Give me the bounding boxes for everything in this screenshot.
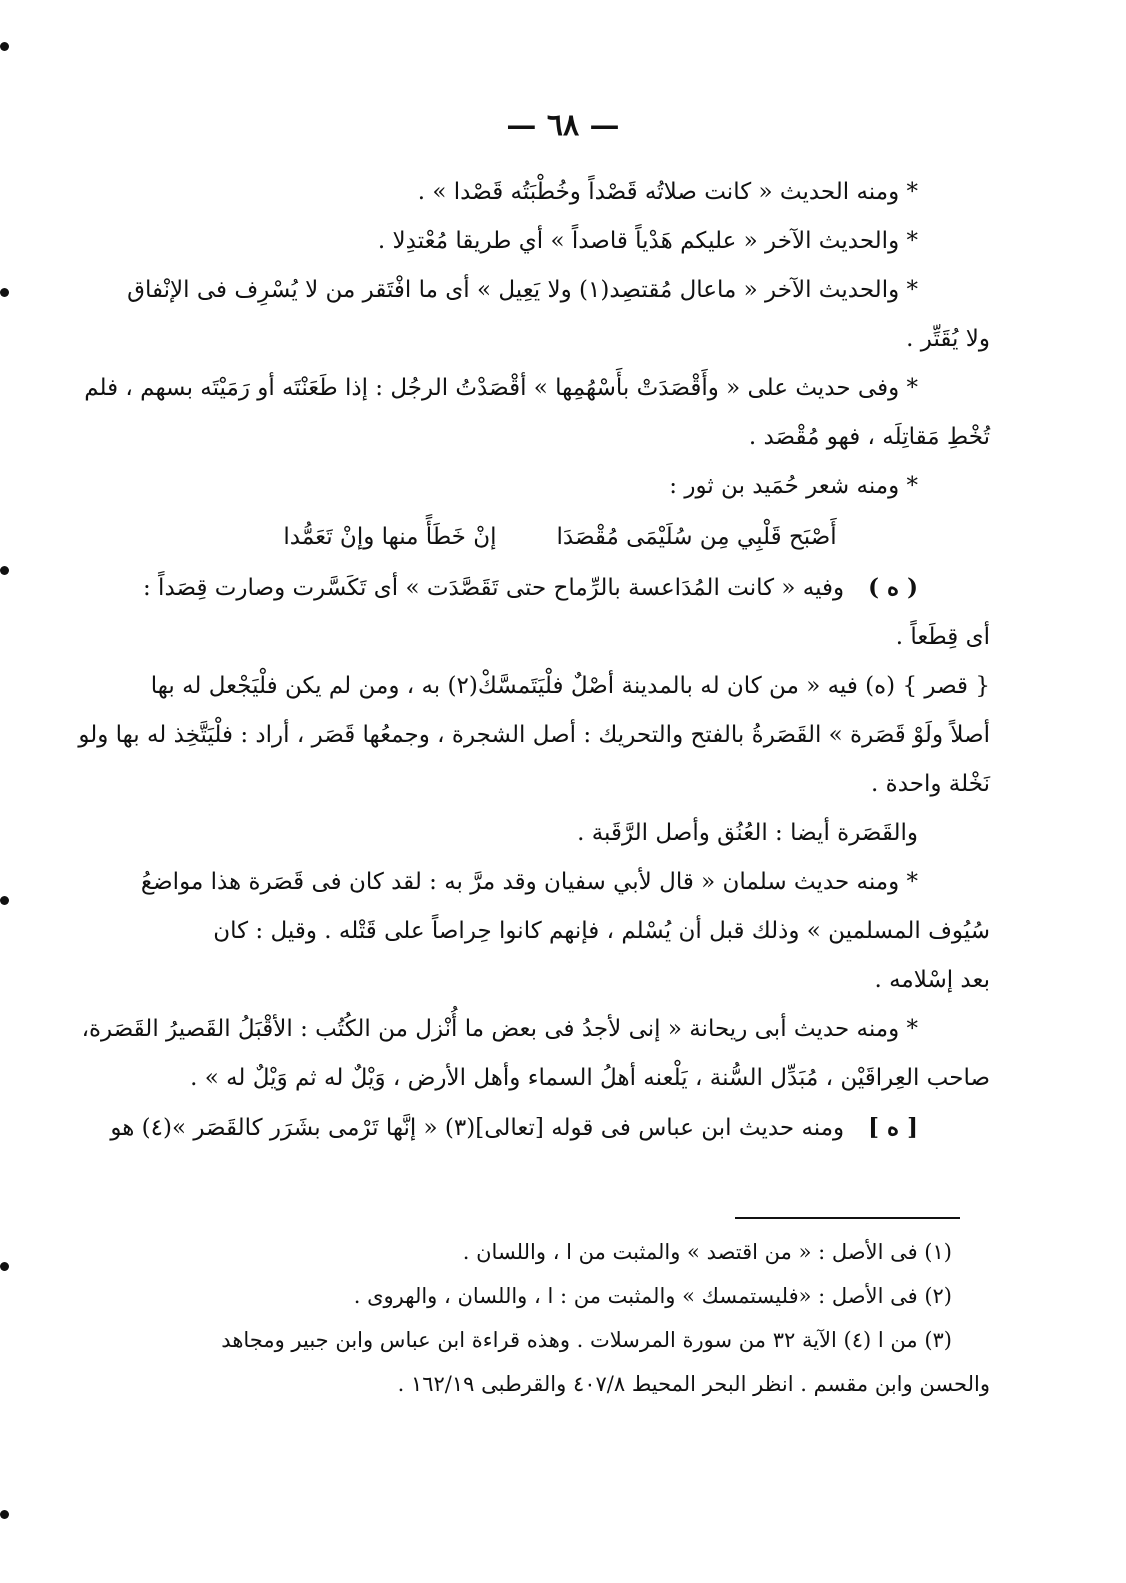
footnotes	[130, 1230, 990, 1406]
scan-edge-mark	[0, 1262, 9, 1271]
scan-edge-mark	[0, 288, 9, 297]
poem-verse	[130, 511, 990, 563]
text-line: تُخْطِ مَقاتِلَه ، فهو مُقْصَد .	[748, 424, 990, 450]
text-line	[130, 563, 990, 613]
footnote-divider	[735, 1217, 960, 1219]
scan-edge-mark	[0, 42, 9, 51]
text-line-content: وفيه « كانت المُدَاعسة بالرِّماح حتى تَقَصَّدَت » أى تَكَسَّرت وصارت قِصَداً :	[143, 575, 845, 601]
footnote: (٢) فى الأصل : «فليستمسك » والمثبت من : ا ، واللسان ، والهروى .	[353, 1284, 952, 1308]
scan-edge-mark	[0, 1510, 9, 1519]
entry-heading-line: { قصر } (ه) فيه « من كان له بالمدينة أصْلٌ فلْيَتَمسَّكْ(٢) به ، ومن لم يكن فلْيَجْعل له بها	[150, 673, 990, 699]
verse-first-hemistich: أَصْبَح قَلْبِي مِن سُلَيْمَى مُقْصَدَا	[556, 524, 837, 550]
text-line: بعد إسْلامه .	[874, 967, 990, 993]
text-line: * وفى حديث على « وأَقْصَدَتْ بأَسْهُمِها » أقْصَدْتُ الرجُل : إذا طَعَنْتَه أو رَمَيْتَه بسهم ، فلم	[84, 375, 918, 401]
text-line: والقَصَرة أيضا : العُنُق وأصل الرَّقَبة .	[577, 820, 918, 846]
text-line: صاحب العِراقَيْن ، مُبَدِّل السُّنة ، يَلْعنه أهلُ السماء وأهل الأرض ، وَيْلٌ له ثم وَيْلٌ له » .	[190, 1065, 990, 1091]
verse-second-hemistich: إنْ خَطَأً منها وإنْ تَعَمُّدا	[283, 524, 497, 550]
text-line: أصلاً ولَوْ قَصَرة » القَصَرةُ بالفتح والتحريك : أصل الشجرة ، وجمعُها قَصَر ، أراد : فلْيَتَّخِذ له بها ولو	[78, 722, 990, 748]
scan-edge-mark	[0, 566, 9, 575]
text-line: * ومنه حديث سلمان « قال لأبي سفيان وقد مرَّ به : لقد كان فى قَصَرة هذا مواضعُ	[140, 869, 918, 895]
text-line: * ومنه شعر حُمَيد بن ثور :	[669, 473, 918, 499]
page-number: — ٦٨ —	[506, 108, 620, 143]
scan-edge-mark	[0, 896, 9, 905]
footnote: (٣) من ا (٤) الآية ٣٢ من سورة المرسلات . وهذه قراءة ابن عباس وابن جبير ومجاهد	[221, 1328, 952, 1352]
text-line: * والحديث الآخر « عليكم هَدْياً قاصداً » أي طريقا مُعْتدِلا .	[377, 228, 918, 254]
text-line	[110, 1103, 990, 1153]
text-line-content: ومنه حديث ابن عباس فى قوله [تعالى](٣) « إنَّها تَرْمى بشَرَر كالقَصَر »(٤) هو	[110, 1115, 845, 1141]
source-tag: ( ه )	[868, 574, 918, 601]
text-line: أى قِطَعاً .	[895, 624, 990, 650]
text-line: * ومنه حديث أبى ريحانة « إنى لأجدُ فى بعض ما أُنْزل من الكُتُب : الأقْبَلُ القَصيرُ القَصَرة،	[81, 1016, 918, 1042]
text-line: * والحديث الآخر « ماعال مُقتصِد(١) ولا يَعِيل » أى ما افْتَقر من لا يُسْرِف فى الإنْفاق	[127, 277, 918, 303]
source-tag: [ ه ]	[868, 1114, 918, 1141]
text-line: نَخْلة واحدة .	[871, 771, 990, 797]
footnote: (١) فى الأصل : « من اقتصد » والمثبت من ا ، واللسان .	[462, 1240, 952, 1264]
text-line: ولا يُقَتِّر .	[906, 326, 990, 352]
footnote-continuation: والحسن وابن مقسم . انظر البحر المحيط ٤٠٧/٨ والقرطبى ١٦٢/١٩ .	[397, 1372, 990, 1396]
main-text	[78, 168, 990, 1153]
text-line: * ومنه الحديث « كانت صلاتُه قَصْداً وخُطْبَتُه قَصْدا » .	[417, 179, 918, 205]
text-line: سُيُوف المسلمين » وذلك قبل أن يُسْلم ، فإنهم كانوا حِراصاً على قَتْله . وقيل : كان	[213, 918, 990, 944]
